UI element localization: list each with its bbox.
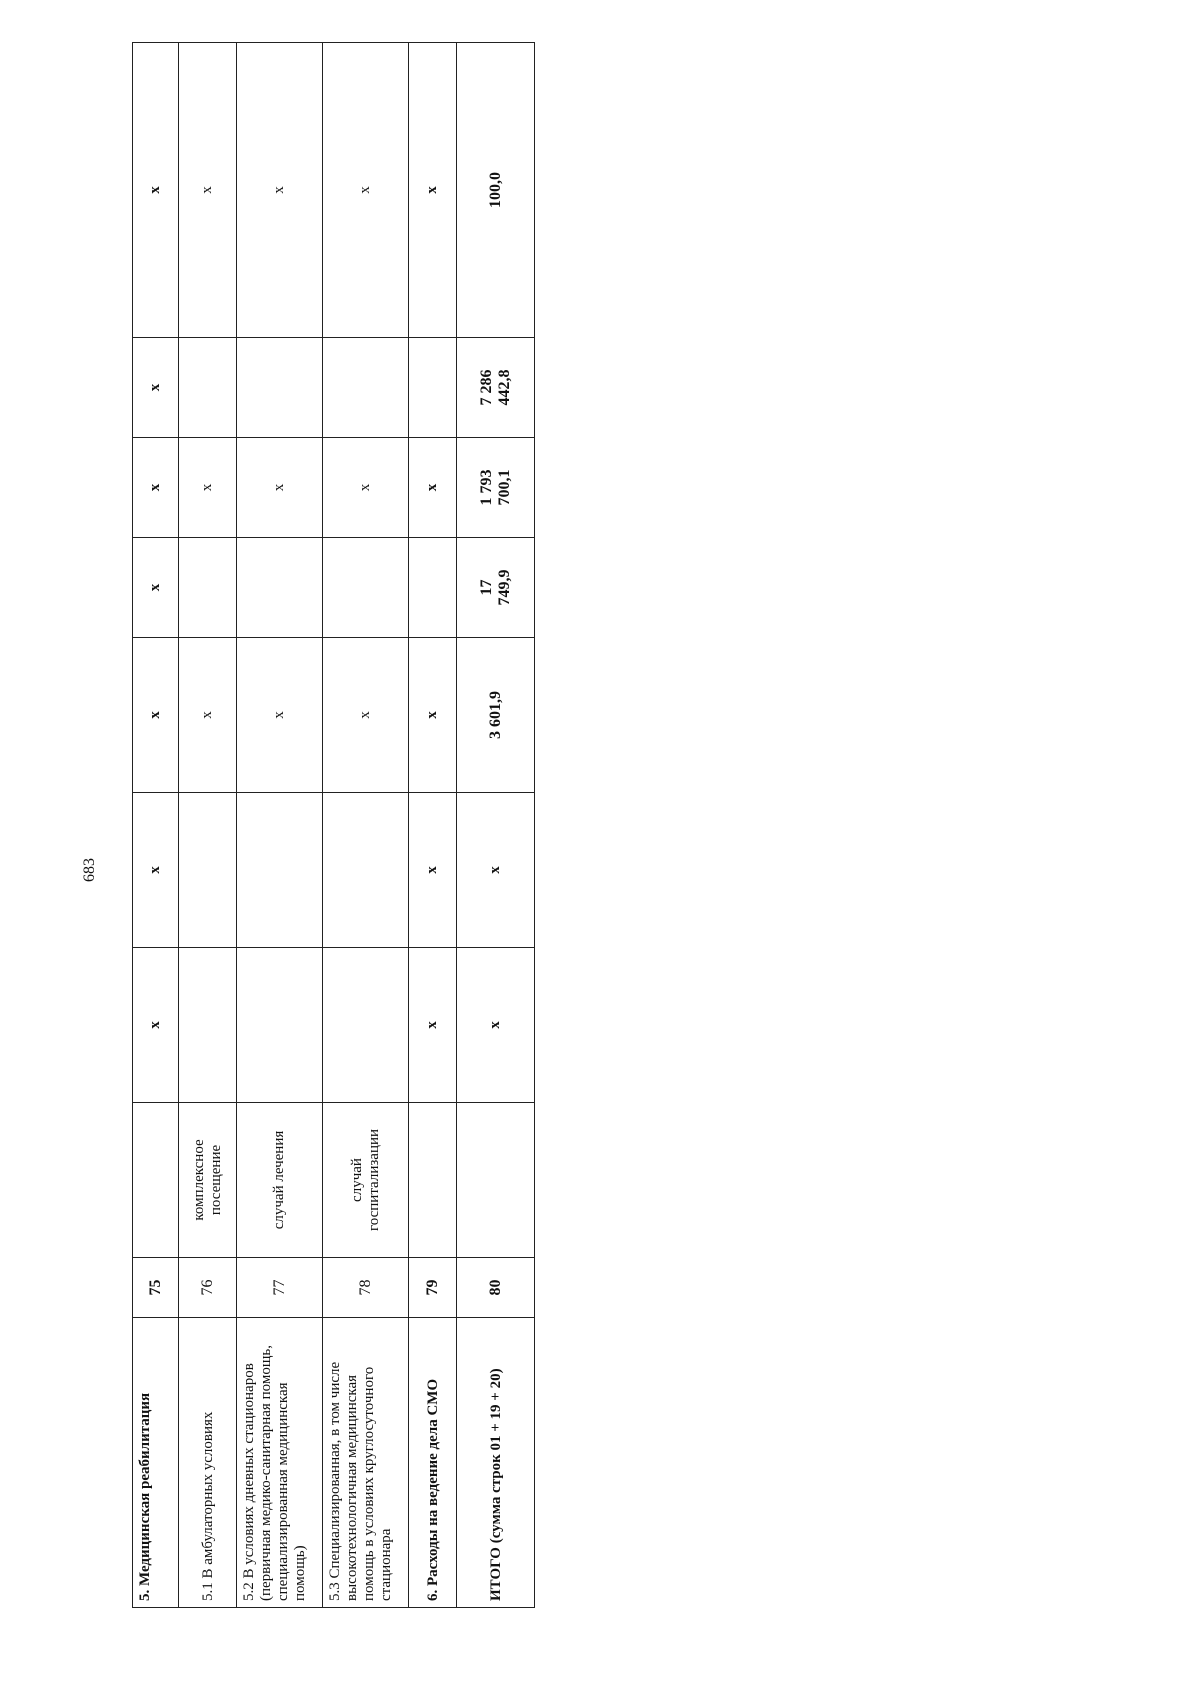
cell <box>179 538 237 638</box>
cell: 100,0 <box>457 43 535 338</box>
row-name: 5.1 В амбулаторных условиях <box>179 1318 237 1608</box>
cell <box>237 538 323 638</box>
table-row <box>133 43 179 1608</box>
cell: x <box>179 638 237 793</box>
cell: x <box>323 638 409 793</box>
cell <box>457 538 535 638</box>
cell: 3 601,9 <box>457 638 535 793</box>
cell-line: 17 <box>477 579 495 596</box>
cell: x <box>457 793 535 948</box>
cell <box>323 793 409 948</box>
cell <box>409 338 457 438</box>
cell: x <box>237 438 323 538</box>
cell: x <box>409 793 457 948</box>
row-number: 80 <box>457 1258 535 1318</box>
cell: x <box>133 948 179 1103</box>
cell <box>237 793 323 948</box>
cell: x <box>179 43 237 338</box>
table-container <box>132 43 534 1608</box>
unit-cell: случай госпитализации <box>323 1103 409 1258</box>
cell: x <box>237 43 323 338</box>
row-number: 79 <box>409 1258 457 1318</box>
cell-line: 1 793 <box>477 469 495 506</box>
cell: x <box>409 438 457 538</box>
row-number: 75 <box>133 1258 179 1318</box>
cell: x <box>133 438 179 538</box>
cell <box>323 948 409 1103</box>
cell: x <box>323 43 409 338</box>
cell: x <box>237 638 323 793</box>
row-name: 5.2 В условиях дневных стационаров (первичная медико-санитарная помощь, специализированная медицинская помощь) <box>237 1318 323 1608</box>
cell <box>457 438 535 538</box>
row-name: 6. Расходы на ведение дела СМО <box>409 1318 457 1608</box>
row-number: 77 <box>237 1258 323 1318</box>
cell: x <box>179 438 237 538</box>
row-number: 76 <box>179 1258 237 1318</box>
cell: x <box>133 538 179 638</box>
cell <box>237 338 323 438</box>
cell: x <box>457 948 535 1103</box>
cell-line: 442,8 <box>495 369 513 406</box>
cell <box>179 338 237 438</box>
cell: x <box>133 43 179 338</box>
cell: x <box>133 338 179 438</box>
cell <box>237 948 323 1103</box>
cell <box>179 948 237 1103</box>
table-row <box>323 43 409 1608</box>
table-row <box>237 43 323 1608</box>
table-row <box>457 43 535 1608</box>
cell <box>179 793 237 948</box>
cell-line: 749,9 <box>495 569 513 606</box>
row-number: 78 <box>323 1258 409 1318</box>
cell: x <box>409 638 457 793</box>
cell <box>457 338 535 438</box>
cell-line: 700,1 <box>495 469 513 506</box>
cell <box>409 538 457 638</box>
row-name: ИТОГО (сумма строк 01 + 19 + 20) <box>457 1318 535 1608</box>
unit-cell <box>133 1103 179 1258</box>
cell: x <box>133 793 179 948</box>
table-row <box>409 43 457 1608</box>
cell: x <box>409 43 457 338</box>
row-name: 5. Медицинская реабилитация <box>133 1318 179 1608</box>
cell <box>323 338 409 438</box>
cell <box>323 538 409 638</box>
unit-cell: комплексное посещение <box>179 1103 237 1258</box>
data-table <box>132 42 535 1608</box>
row-name: 5.3 Специализированная, в том числе высокотехнологичная медицинская помощь в условиях круглосуточного стационара <box>323 1318 409 1608</box>
cell: x <box>409 948 457 1103</box>
cell: x <box>323 438 409 538</box>
table-row <box>179 43 237 1608</box>
cell-line: 7 286 <box>477 369 495 406</box>
page-number: 683 <box>81 858 98 882</box>
unit-cell: случай лечения <box>237 1103 323 1258</box>
cell: x <box>133 638 179 793</box>
unit-cell <box>457 1103 535 1258</box>
unit-cell <box>409 1103 457 1258</box>
